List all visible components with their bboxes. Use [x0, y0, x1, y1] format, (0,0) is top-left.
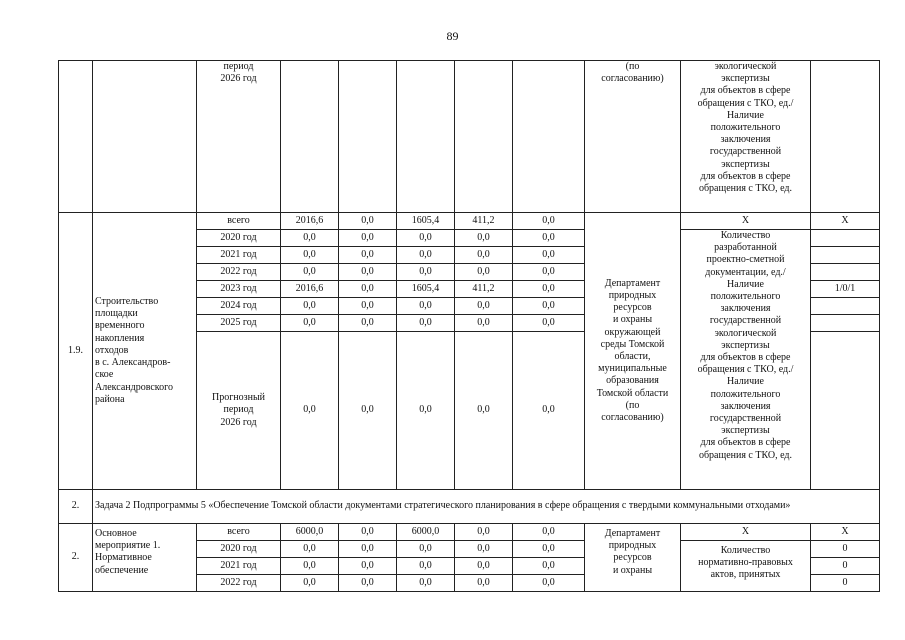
indicator-value: 0 [811, 541, 880, 558]
row-2-total [59, 524, 880, 541]
value-regional: 0,0 [397, 247, 455, 264]
value-other: 0,0 [513, 524, 585, 541]
indicator-value [811, 332, 880, 490]
value-regional: 0,0 [397, 230, 455, 247]
period-label: всего [197, 213, 281, 230]
value-other: 0,0 [513, 230, 585, 247]
value-total: 2016,6 [281, 281, 339, 298]
value-regional: 0,0 [397, 298, 455, 315]
indicator-value [811, 298, 880, 315]
indicator-value: 0 [811, 558, 880, 575]
value-total: 6000,0 [281, 524, 339, 541]
period-label: 2020 год [197, 541, 281, 558]
period-label: 2024 год [197, 298, 281, 315]
value-federal: 0,0 [339, 281, 397, 298]
period-label: 2020 год [197, 230, 281, 247]
value-other: 0,0 [513, 281, 585, 298]
item-number: 2. [59, 524, 93, 592]
value-regional: 0,0 [397, 315, 455, 332]
indicator-total: X [681, 524, 811, 541]
value-local: 0,0 [455, 332, 513, 490]
cell-name [93, 61, 197, 213]
value-regional: 0,0 [397, 264, 455, 281]
indicator-value: 1/0/1 [811, 281, 880, 298]
value-local: 0,0 [455, 298, 513, 315]
indicator-text: экологической экспертизы для объектов в сфере обращения с ТКО, ед./ Наличие положительного заключения государственной экспертизы для объектов в сфере обращения с ТКО, ед. [681, 61, 811, 213]
value-federal: 0,0 [339, 524, 397, 541]
value-regional: 0,0 [397, 332, 455, 490]
period-label: всего [197, 524, 281, 541]
value-other: 0,0 [513, 264, 585, 281]
indicator-value [811, 247, 880, 264]
page-number: 89 [446, 29, 459, 43]
value-total: 0,0 [281, 332, 339, 490]
value-federal: 0,0 [339, 230, 397, 247]
value-total: 0,0 [281, 541, 339, 558]
cell-v2 [339, 61, 397, 213]
period-label: Прогнозный период 2026 год [197, 332, 281, 490]
value-federal: 0,0 [339, 541, 397, 558]
value-total: 0,0 [281, 298, 339, 315]
indicator-value: X [811, 213, 880, 230]
value-local: 0,0 [455, 575, 513, 592]
value-local: 0,0 [455, 315, 513, 332]
value-regional: 0,0 [397, 558, 455, 575]
value-other: 0,0 [513, 332, 585, 490]
responsible-executor: Департамент природных ресурсов и охраны [585, 524, 681, 592]
value-other: 0,0 [513, 558, 585, 575]
value-local: 0,0 [455, 230, 513, 247]
row-task-2 [59, 490, 880, 524]
indicator-value [811, 264, 880, 281]
value-total: 0,0 [281, 247, 339, 264]
value-total: 0,0 [281, 315, 339, 332]
period-label: период 2026 год [197, 61, 281, 213]
cell-v4 [455, 61, 513, 213]
period-label: 2022 год [197, 575, 281, 592]
value-federal: 0,0 [339, 213, 397, 230]
value-other: 0,0 [513, 315, 585, 332]
value-other: 0,0 [513, 247, 585, 264]
value-regional: 0,0 [397, 575, 455, 592]
indicator-value [811, 61, 880, 213]
item-name: Строительство площадки временного накопления отходов в с. Александров- ское Александровского района [93, 213, 197, 490]
value-regional: 6000,0 [397, 524, 455, 541]
indicator-text: Количество разработанной проектно-сметной документации, ед./ Наличие положительного заключения государственной экологической экспертизы для объектов в сфере обращения с ТКО, ед./ Наличие положительного заключения государственной экспертизы для объектов в сфере обращения с ТКО, ед. [681, 230, 811, 490]
value-federal: 0,0 [339, 332, 397, 490]
indicator-value [811, 230, 880, 247]
responsible-executor: (по согласованию) [585, 61, 681, 213]
value-total: 0,0 [281, 575, 339, 592]
period-label: 2021 год [197, 247, 281, 264]
value-local: 0,0 [455, 264, 513, 281]
period-label: 2022 год [197, 264, 281, 281]
value-total: 0,0 [281, 558, 339, 575]
value-local: 411,2 [455, 281, 513, 298]
value-local: 0,0 [455, 524, 513, 541]
value-regional: 0,0 [397, 541, 455, 558]
cell-number [59, 61, 93, 213]
budget-table [58, 60, 880, 592]
value-local: 411,2 [455, 213, 513, 230]
value-federal: 0,0 [339, 315, 397, 332]
indicator-text: Количество нормативно-правовых актов, принятых [681, 541, 811, 592]
value-local: 0,0 [455, 247, 513, 264]
cell-v3 [397, 61, 455, 213]
value-total: 0,0 [281, 264, 339, 281]
value-federal: 0,0 [339, 247, 397, 264]
period-label: 2021 год [197, 558, 281, 575]
period-label: 2025 год [197, 315, 281, 332]
indicator-value [811, 315, 880, 332]
value-federal: 0,0 [339, 575, 397, 592]
responsible-executor: Департамент природных ресурсов и охраны окружающей среды Томской области, муниципальные образования Томской области (по согласованию) [585, 213, 681, 490]
item-name: Основное мероприятие 1. Нормативное обеспечение [93, 524, 197, 592]
cell-v1 [281, 61, 339, 213]
value-regional: 1605,4 [397, 213, 455, 230]
task-number: 2. [59, 490, 93, 524]
value-total: 0,0 [281, 230, 339, 247]
value-local: 0,0 [455, 541, 513, 558]
row-1-9-total [59, 213, 880, 230]
value-other: 0,0 [513, 541, 585, 558]
cell-v5 [513, 61, 585, 213]
period-label: 2023 год [197, 281, 281, 298]
indicator-total: X [681, 213, 811, 230]
row-continuation [59, 61, 880, 213]
value-other: 0,0 [513, 575, 585, 592]
value-other: 0,0 [513, 213, 585, 230]
value-federal: 0,0 [339, 558, 397, 575]
value-total: 2016,6 [281, 213, 339, 230]
value-federal: 0,0 [339, 298, 397, 315]
indicator-value: 0 [811, 575, 880, 592]
indicator-value: X [811, 524, 880, 541]
value-other: 0,0 [513, 298, 585, 315]
item-number: 1.9. [59, 213, 93, 490]
value-local: 0,0 [455, 558, 513, 575]
value-federal: 0,0 [339, 264, 397, 281]
value-regional: 1605,4 [397, 281, 455, 298]
task-title: Задача 2 Подпрограммы 5 «Обеспечение Томской области документами стратегического планирования в сфере обращения с твердыми коммунальными отходами» [93, 490, 880, 524]
